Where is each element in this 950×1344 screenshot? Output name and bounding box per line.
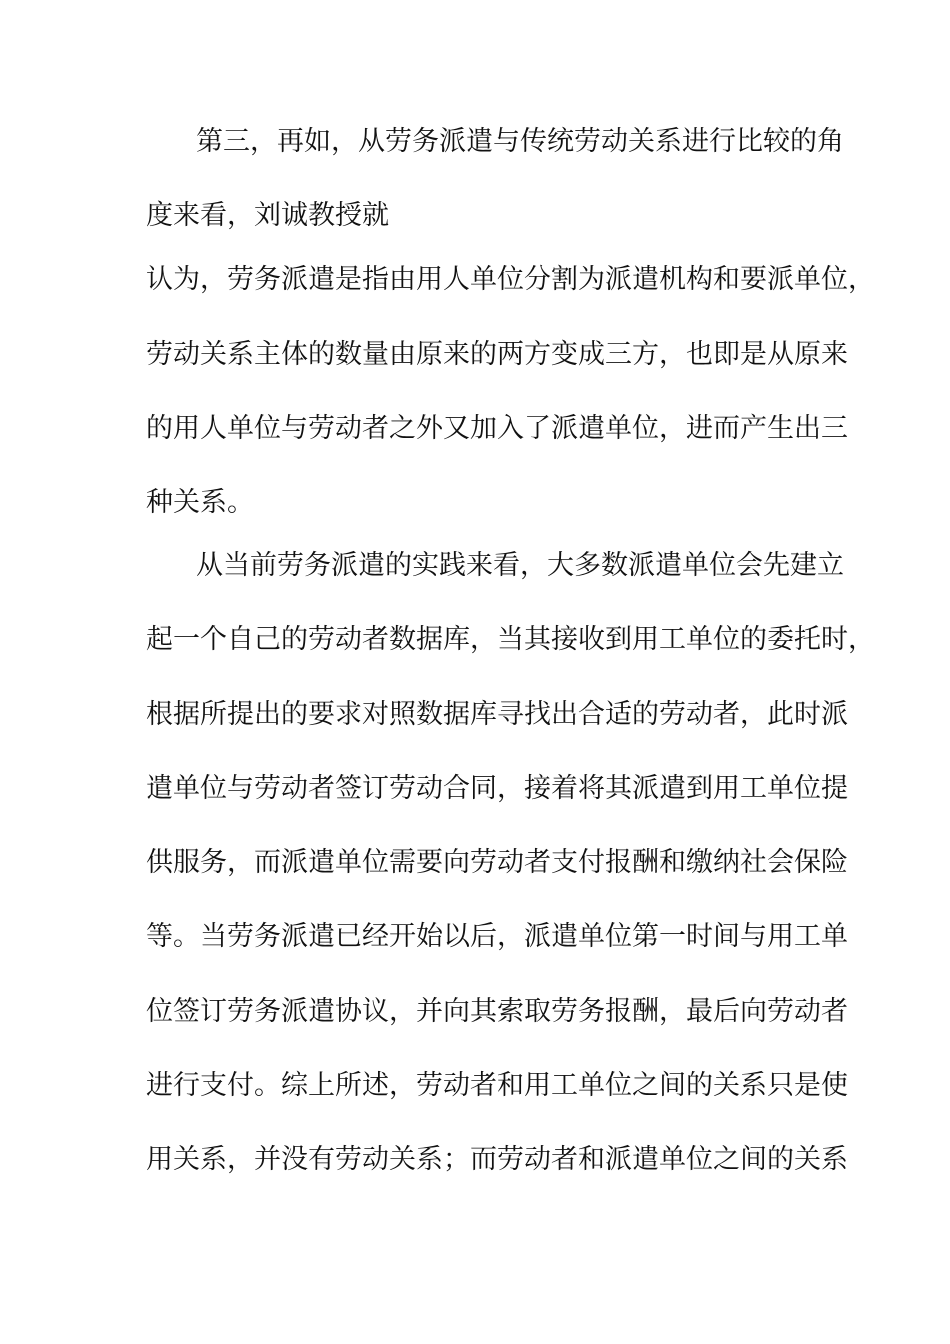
paragraph-1-line-2: 度来看，刘诚教授就: [146, 200, 389, 231]
paragraph-3-line-9: 用关系，并没有劳动关系；而劳动者和派遣单位之间的关系: [146, 1144, 848, 1175]
paragraph-3-line-8: 进行支付。综上所述，劳动者和用工单位之间的关系只是使: [146, 1070, 848, 1101]
paragraph-2-line-2: 劳动关系主体的数量由原来的两方变成三方，也即是从原来: [146, 339, 848, 370]
paragraph-3-line-6: 等。当劳务派遣已经开始以后，派遣单位第一时间与用工单: [146, 921, 848, 952]
paragraph-2-line-3: 的用人单位与劳动者之外又加入了派遣单位，进而产生出三: [146, 413, 848, 444]
paragraph-3-line-3: 根据所提出的要求对照数据库寻找出合适的劳动者，此时派: [146, 699, 848, 730]
paragraph-3-line-4: 遣单位与劳动者签订劳动合同，接着将其派遣到用工单位提: [146, 773, 848, 804]
paragraph-2-line-4: 种关系。: [146, 487, 254, 518]
paragraph-1-line-1: 第三，再如，从劳务派遣与传统劳动关系进行比较的角: [196, 126, 844, 157]
paragraph-3-line-5: 供服务，而派遣单位需要向劳动者支付报酬和缴纳社会保险: [146, 847, 848, 878]
paragraph-3-line-1: 从当前劳务派遣的实践来看，大多数派遣单位会先建立: [196, 550, 844, 581]
paragraph-3-line-2: 起一个自己的劳动者数据库，当其接收到用工单位的委托时，: [146, 624, 875, 655]
paragraph-3-line-7: 位签订劳务派遣协议，并向其索取劳务报酬，最后向劳动者: [146, 996, 848, 1027]
paragraph-2-line-1: 认为，劳务派遣是指由用人单位分割为派遣机构和要派单位，: [146, 264, 875, 295]
